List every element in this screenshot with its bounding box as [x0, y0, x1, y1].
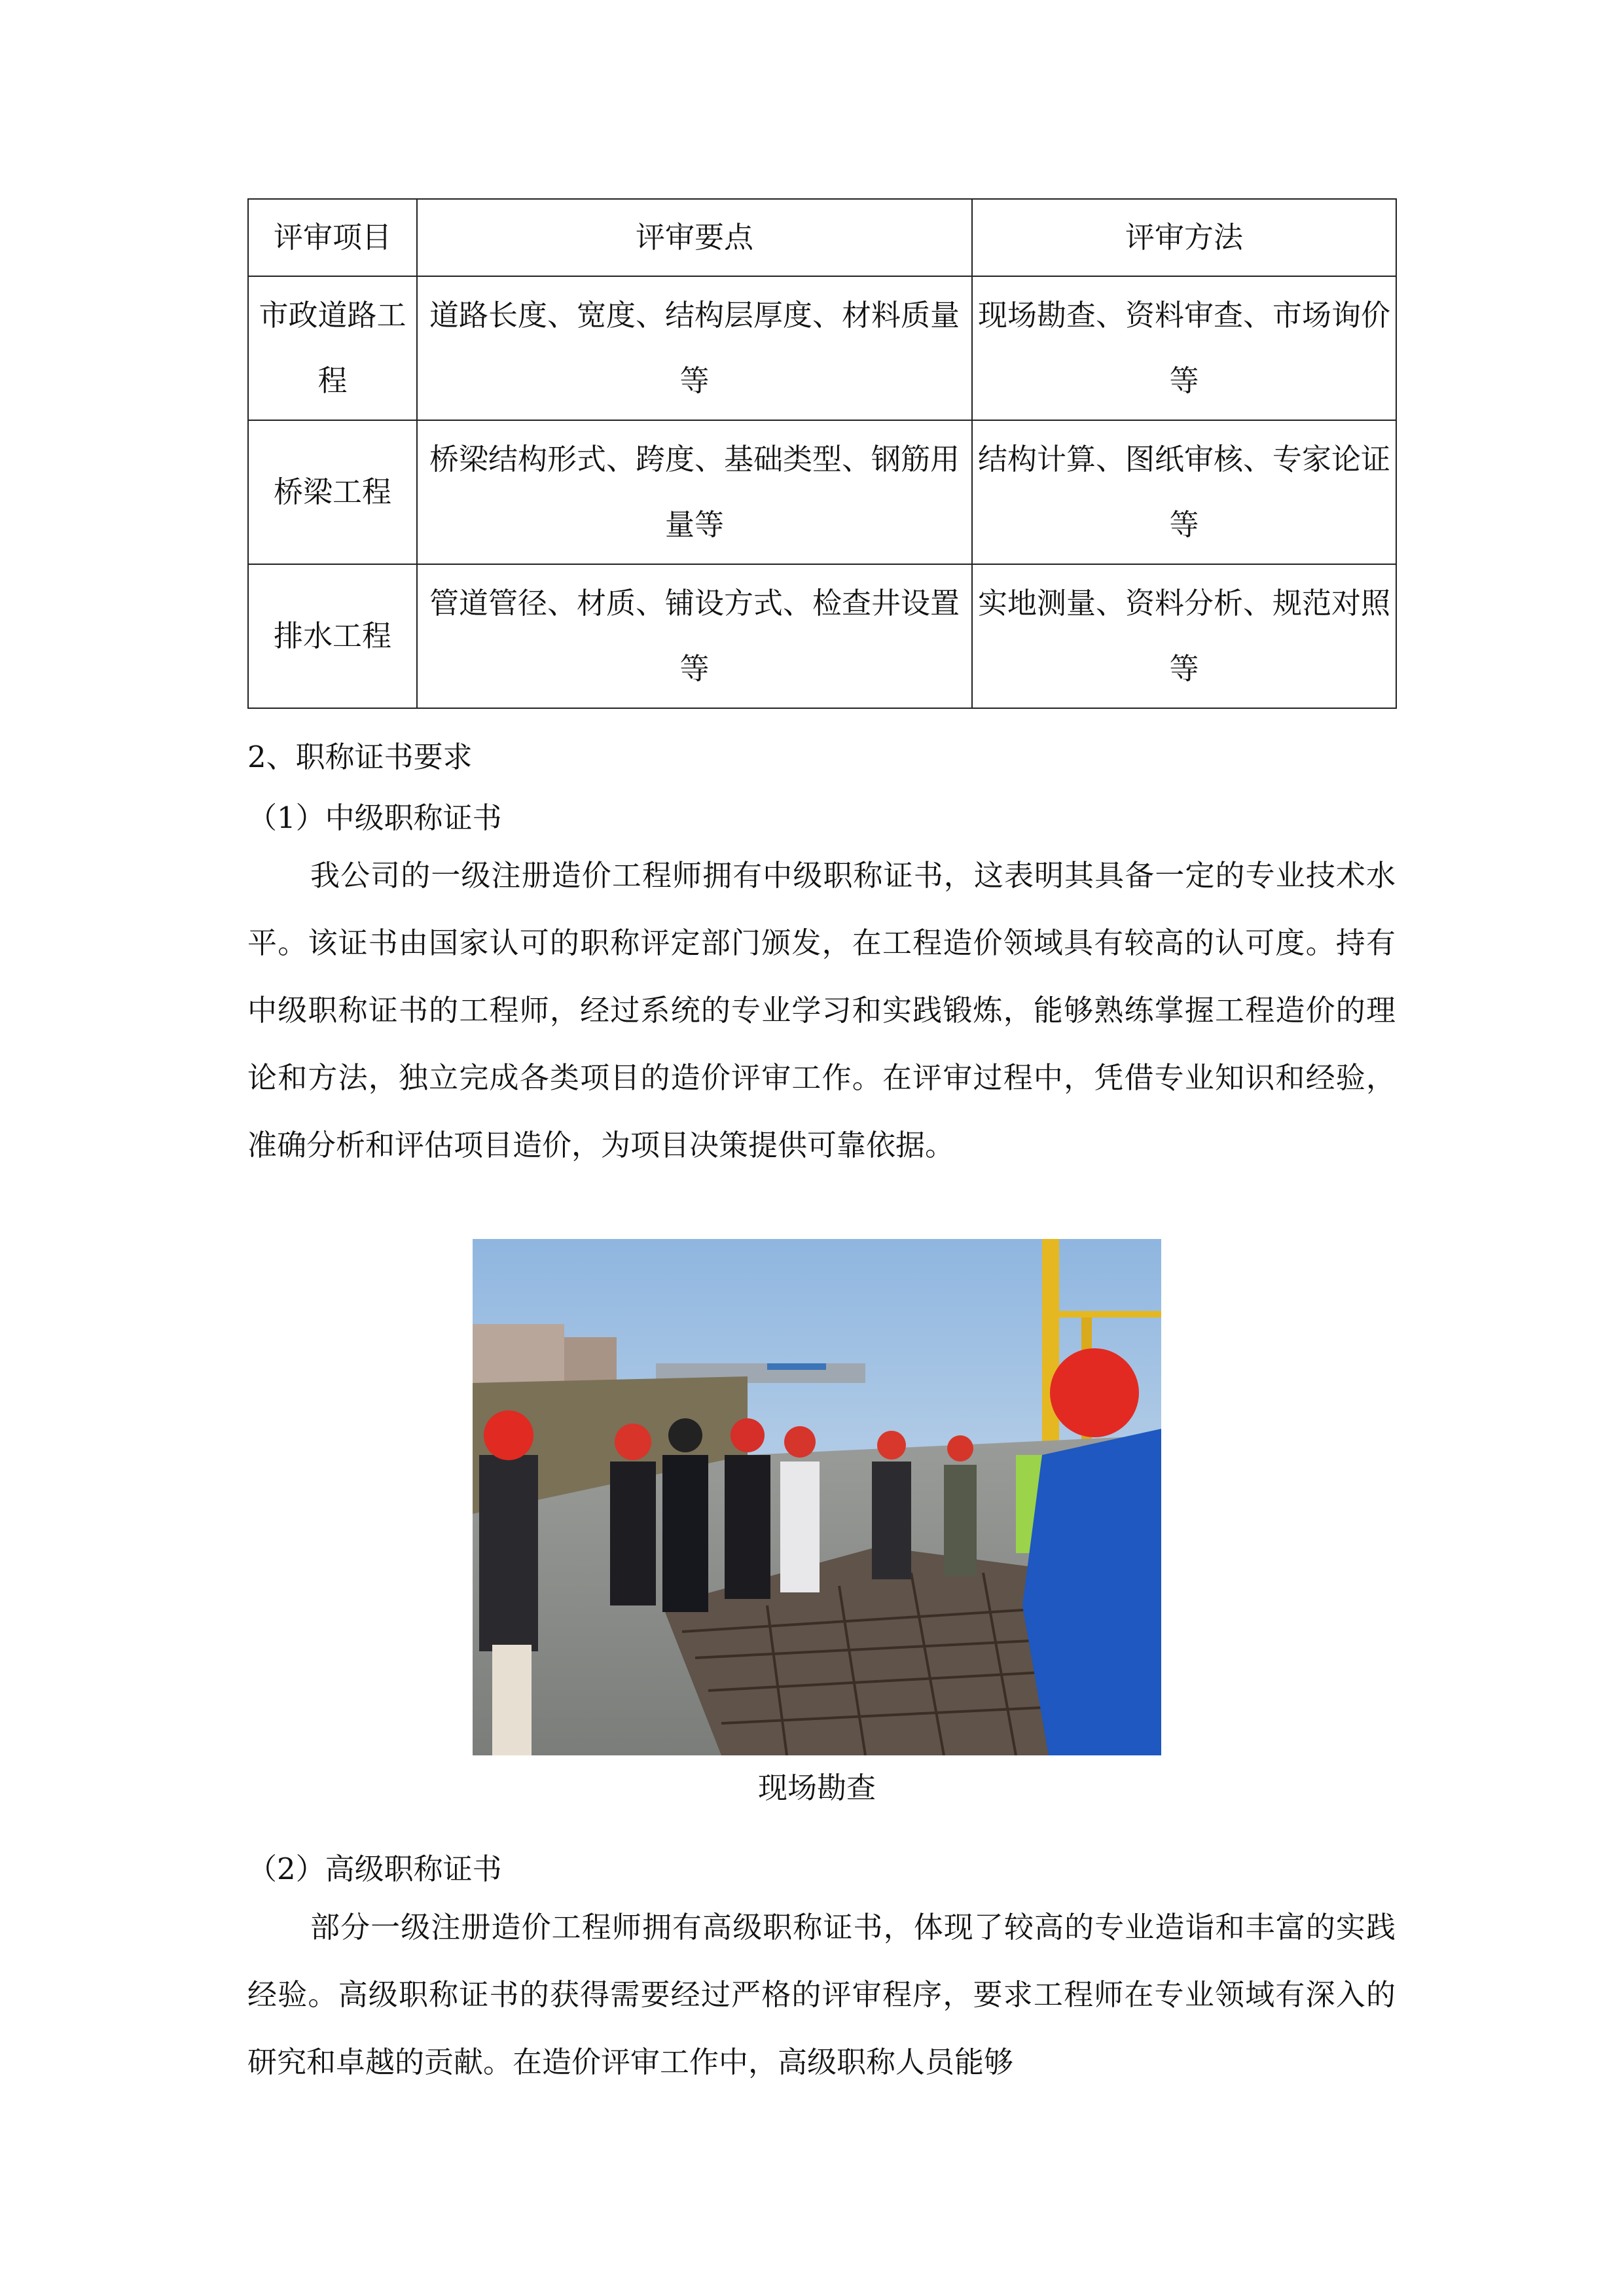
subsection-heading: （2）高级职称证书 [247, 1852, 502, 1886]
table-cell-points: 道路长度、宽度、结构层厚度、材料质量等 [417, 276, 972, 420]
table-cell-item: 桥梁工程 [248, 420, 417, 564]
subsection-heading: （1）中级职称证书 [247, 800, 502, 835]
review-table [247, 198, 1397, 709]
table-header-cell: 评审项目 [248, 199, 417, 276]
table-cell-points: 管道管径、材质、铺设方式、检查井设置等 [417, 564, 972, 708]
table-header-cell: 评审方法 [972, 199, 1396, 276]
table-row [248, 564, 1396, 708]
table-row [248, 276, 1396, 420]
table-cell-item: 排水工程 [248, 564, 417, 708]
table-cell-method: 实地测量、资料分析、规范对照等 [972, 564, 1396, 708]
table-cell-item: 市政道路工程 [248, 276, 417, 420]
table-header-cell: 评审要点 [417, 199, 972, 276]
figure-caption: 现场勘查 [757, 1770, 876, 1805]
table-cell-method: 现场勘查、资料审查、市场询价等 [972, 276, 1396, 420]
body-paragraph: 我公司的一级注册造价工程师拥有中级职称证书，这表明其具备一定的专业技术水平。该证书由国家认可的职称评定部门颁发，在工程造价领域具有较高的认可度。持有中级职称证书的工程师，经过系统的专业学习和实践锻炼，能够熟练掌握工程造价的理论和方法，独立完成各类项目的造价评审工作。在评审过程中，凭借专业知识和经验，准确分析和评估项目造价，为项目决策提供可靠依据。 [247, 858, 1396, 1162]
site-photo-illustration [473, 1239, 1161, 1755]
table-cell-method: 结构计算、图纸审核、专家论证等 [972, 420, 1396, 564]
section-heading: 2、职称证书要求 [247, 740, 473, 774]
table-row [248, 420, 1396, 564]
table-header-row [248, 199, 1396, 276]
table-cell-points: 桥梁结构形式、跨度、基础类型、钢筋用量等 [417, 420, 972, 564]
body-paragraph: 部分一级注册造价工程师拥有高级职称证书，体现了较高的专业造诣和丰富的实践经验。高级职称证书的获得需要经过严格的评审程序，要求工程师在专业领域有深入的研究和卓越的贡献。在造价评审工作中，高级职称人员能够 [247, 1910, 1396, 2079]
site-survey-photo [473, 1239, 1161, 1755]
